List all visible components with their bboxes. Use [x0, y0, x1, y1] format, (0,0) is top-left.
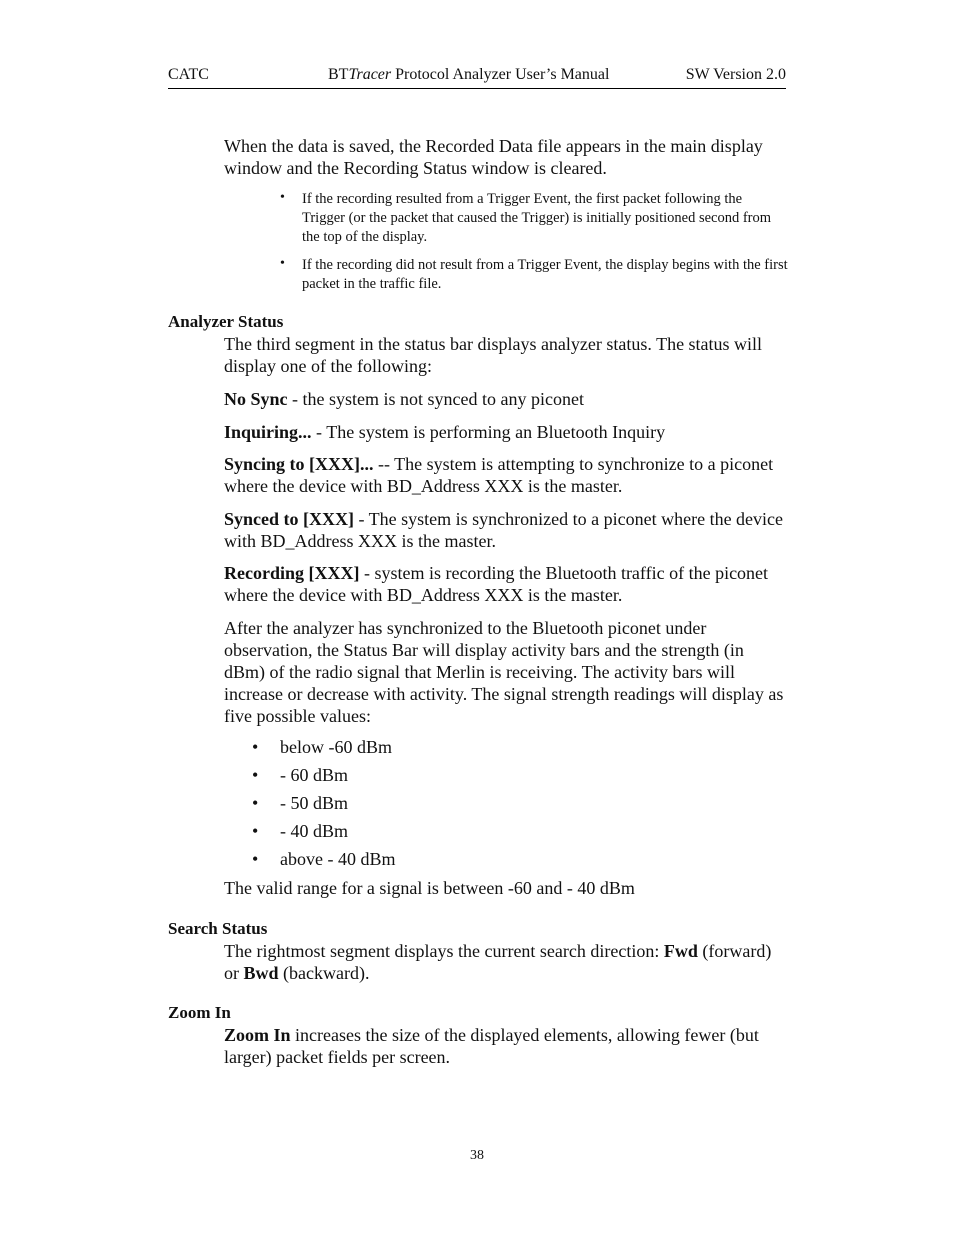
- status-desc: - system is recording the Bluetooth traffic of the piconet where the device with BD_Address XXX is the master.: [224, 563, 769, 605]
- search-bwd: Bwd: [243, 963, 279, 983]
- bullet-marker: •: [252, 793, 259, 813]
- header-title-suffix: Protocol Analyzer User’s Manual: [391, 66, 610, 83]
- zoom-in-paragraph: [224, 1024, 786, 1068]
- valid-range-text: The valid range for a signal is between -60 and - 40 dBm: [224, 878, 635, 898]
- status-desc: - The system is performing an Bluetooth Inquiry: [311, 422, 666, 442]
- header-title-italic: Tracer: [348, 66, 392, 83]
- bullet-marker: •: [252, 821, 259, 841]
- status-item-recording: [224, 562, 786, 606]
- status-term: Synced to [XXX]: [224, 509, 354, 529]
- bullet-marker: •: [252, 849, 259, 869]
- status-term: Syncing to [XXX]...: [224, 454, 374, 474]
- search-status-heading: Search Status: [168, 919, 268, 938]
- search-fwd: Fwd: [663, 941, 698, 961]
- analyzer-status-intro: The third segment in the status bar displays analyzer status. The status will display one of the following:: [224, 334, 763, 376]
- search-text-a: The rightmost segment displays the current search direction:: [224, 941, 664, 961]
- search-text-c: (backward).: [278, 963, 370, 983]
- status-item-syncing: [224, 453, 786, 497]
- signal-value: - 60 dBm: [280, 765, 349, 785]
- status-term: No Sync: [224, 389, 288, 409]
- analyzer-status-heading: Analyzer Status: [168, 312, 284, 331]
- signal-value: - 40 dBm: [280, 821, 349, 841]
- header-title: [328, 66, 609, 84]
- signal-value: above - 40 dBm: [280, 849, 396, 869]
- status-desc: - the system is not synced to any piconet: [287, 389, 584, 409]
- header-version: SW Version 2.0: [685, 66, 786, 83]
- status-item-synced: [224, 508, 786, 552]
- status-item-no-sync: [224, 388, 786, 410]
- status-desc: -- The system is attempting to synchronize to a piconet where the device with BD_Address XXX is the master.: [224, 454, 774, 496]
- signal-value: below -60 dBm: [280, 737, 392, 757]
- zoom-in-heading: Zoom In: [168, 1003, 231, 1022]
- search-status-paragraph: [224, 940, 786, 984]
- page-header: [168, 64, 786, 89]
- status-term: Recording [XXX]: [224, 563, 360, 583]
- page-number: 38: [470, 1148, 484, 1163]
- signal-strength-paragraph: After the analyzer has synchronized to the Bluetooth piconet under observation, the Status Bar will display activity bars and the strength (in dBm) of the radio signal that Merlin is receiving. The activity bars will increase or decrease with activity. The signal strength readings will display as five possible values:: [224, 618, 784, 726]
- bullet-marker: •: [280, 256, 285, 271]
- trigger-bullet-2: If the recording did not result from a Trigger Event, the display begins with the first packet in the traffic file.: [302, 257, 788, 292]
- zoom-in-term: Zoom In: [224, 1025, 291, 1045]
- search-text-b: (forward) or: [224, 941, 772, 983]
- status-item-inquiring: [224, 421, 786, 443]
- bullet-marker: •: [280, 190, 285, 205]
- status-term: Inquiring...: [224, 422, 312, 442]
- zoom-in-desc: increases the size of the displayed elements, allowing fewer (but larger) packet fields per screen.: [224, 1025, 759, 1067]
- bullet-marker: •: [252, 765, 259, 785]
- bullet-marker: •: [252, 737, 259, 757]
- status-desc: - The system is synchronized to a piconet where the device with BD_Address XXX is the master.: [224, 509, 784, 551]
- trigger-bullet-1: If the recording resulted from a Trigger Event, the first packet following the Trigger (or the packet that caused the Trigger) is initially positioned second from the top of the display.: [302, 191, 772, 245]
- intro-paragraph: When the data is saved, the Recorded Data file appears in the main display window and the Recording Status window is cleared.: [224, 136, 763, 178]
- header-company: CATC: [168, 66, 209, 83]
- header-title-prefix: BT: [328, 66, 349, 83]
- signal-value: - 50 dBm: [280, 793, 349, 813]
